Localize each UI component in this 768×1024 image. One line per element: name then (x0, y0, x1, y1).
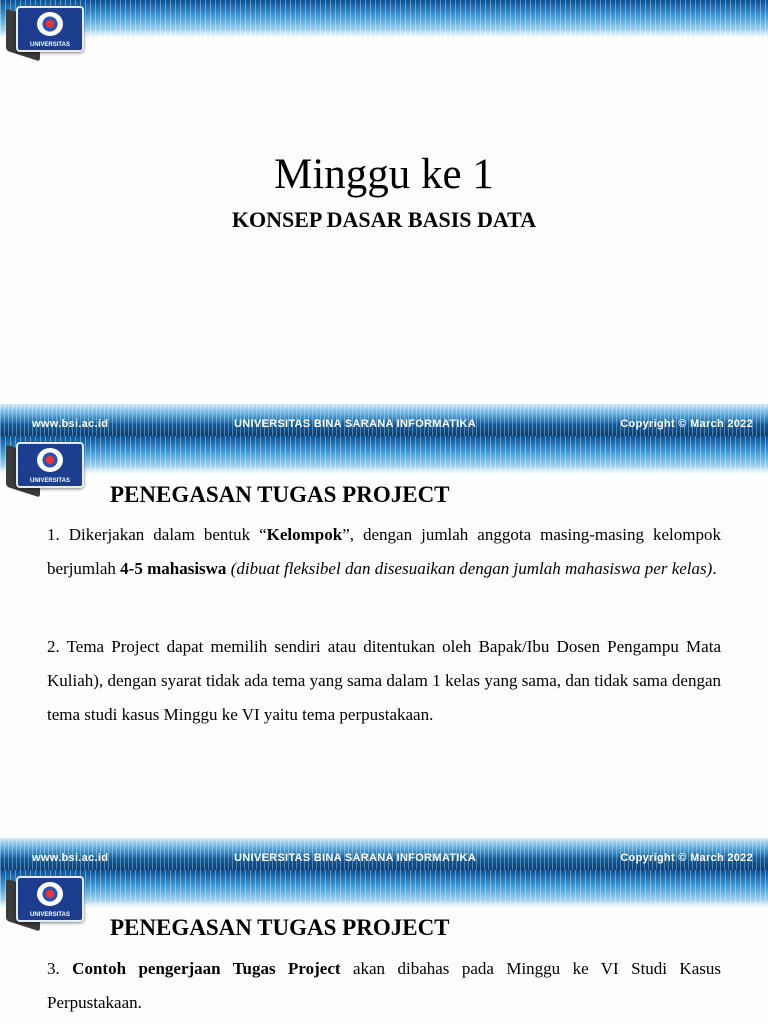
slide-heading: PENEGASAN TUGAS PROJECT (110, 482, 450, 507)
logo-card (16, 6, 84, 52)
item-text: akan dibahas pada Minggu ke VI Studi Kasus Perpustakaan. (47, 959, 721, 1012)
bsi-emblem-icon (37, 12, 63, 36)
item-bold: Contoh pengerjaan Tugas Project (72, 959, 341, 978)
project-item-2: 2. Tema Project dapat memilih sendiri atau ditentukan oleh Bapak/Ibu Dosen Pengampu Mata Kuliah), dengan syarat tidak ada tema yang sama dalam 1 kelas yang sama, dan tidak sama dengan tema studi kasus Minggu ke VI yaitu tema perpustakaan. (47, 637, 721, 724)
project-item-1 (47, 518, 721, 586)
item-text: . (712, 559, 717, 578)
university-logo (6, 876, 78, 926)
slide-3 (0, 870, 768, 1024)
university-logo (6, 442, 78, 492)
project-item-3 (47, 952, 721, 1020)
slide-1 (0, 0, 768, 436)
item-bold: 4-5 mahasiswa (120, 559, 227, 578)
logo-card (16, 442, 84, 488)
item-text: 1. Dikerjakan dalam bentuk “ (47, 525, 267, 544)
footer-copyright: Copyright © March 2022 (620, 852, 753, 864)
slide-title: Minggu ke 1 (274, 151, 494, 198)
header-band (0, 0, 768, 40)
header-band (0, 870, 768, 910)
slide-2 (0, 436, 768, 870)
logo-text: UNIVERSITAS (30, 478, 70, 484)
footer-bar (0, 404, 768, 436)
header-band (0, 436, 768, 476)
bsi-emblem-icon (37, 448, 63, 472)
slide-subtitle: KONSEP DASAR BASIS DATA (231, 207, 537, 232)
item-bold: Kelompok (266, 525, 343, 544)
university-logo (6, 6, 78, 56)
logo-card (16, 876, 84, 922)
slide-heading: PENEGASAN TUGAS PROJECT (110, 915, 450, 940)
item-text: 3. (47, 959, 73, 978)
footer-bar (0, 838, 768, 870)
item-text: ”, dengan jumlah anggota masing-masing kelompok berjumlah (47, 525, 721, 578)
footer-institution: UNIVERSITAS BINA SARANA INFORMATIKA (234, 852, 477, 864)
footer-copyright: Copyright © March 2022 (620, 418, 753, 430)
item-italic: (dibuat fleksibel dan disesuaikan dengan jumlah mahasiswa per kelas) (230, 559, 713, 578)
footer-website: www.bsi.ac.id (32, 852, 109, 864)
footer-website: www.bsi.ac.id (32, 418, 109, 430)
logo-text: UNIVERSITAS (30, 912, 70, 918)
footer-institution: UNIVERSITAS BINA SARANA INFORMATIKA (234, 418, 477, 430)
bsi-emblem-icon (37, 882, 63, 906)
logo-text: UNIVERSITAS (30, 42, 70, 48)
